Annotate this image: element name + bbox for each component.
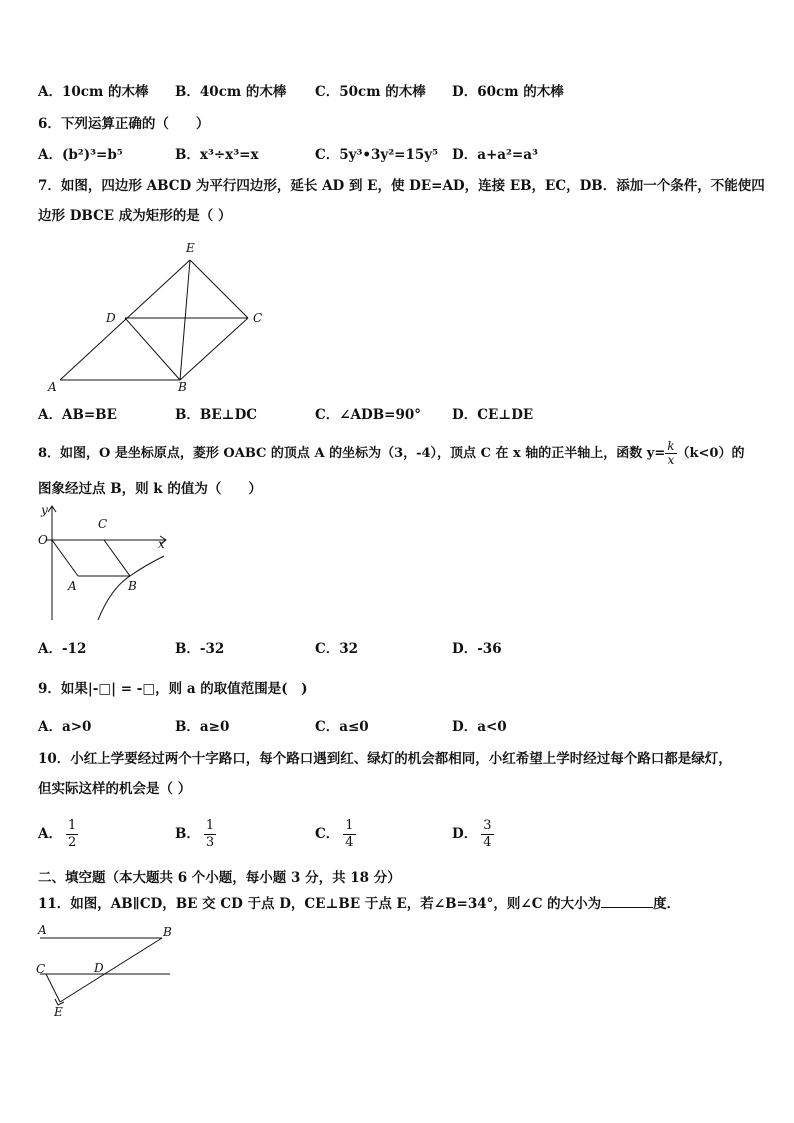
q7-label-c: C [253, 311, 263, 325]
q8-stem-line2: 图象经过点 B，则 k 的值为（ ） [38, 481, 262, 497]
q11-parallel-lines-figure [34, 922, 184, 1020]
q8-frac-den: x [667, 453, 675, 467]
q11-answer-blank [601, 895, 653, 908]
q6-option-b: B．x³÷x³=x [175, 147, 259, 163]
q7-label-b: B [178, 380, 187, 394]
q10-option-a-num: 1 [67, 818, 77, 833]
q8-option-d: D．-36 [452, 641, 502, 657]
q11-stem-pre: 11．如图，AB∥CD，BE 交 CD 于点 D，CE⊥BE 于点 E，若∠B=34°，则∠C 的大小为 [38, 896, 602, 912]
q7-option-b: B．BE⊥DC [175, 407, 258, 423]
q10-option-b-den: 3 [205, 835, 215, 850]
q7-label-a: A [48, 380, 57, 394]
q7-option-c: C．∠ADB=90° [315, 407, 421, 423]
q8-label-y: y [41, 503, 48, 517]
q8-label-o: O [38, 533, 48, 547]
q10-option-c-fraction [343, 818, 355, 851]
q8-frac-num: k [667, 439, 675, 453]
q10-option-b-letter: B． [175, 826, 200, 842]
q10-option-c [315, 818, 356, 851]
q10-option-d-num: 3 [483, 818, 492, 833]
q9-option-a: A．a>0 [38, 719, 92, 735]
q8-label-a: A [68, 579, 77, 593]
q7-label-e: E [186, 241, 195, 255]
q10-stem-line2: 但实际这样的机会是（ ） [38, 781, 192, 797]
q7-option-a: A．AB=BE [38, 407, 117, 423]
q8-option-c: C．32 [315, 641, 359, 657]
q7-option-d: D．CE⊥DE [452, 407, 534, 423]
q10-option-b-fraction [204, 818, 216, 851]
q9-option-b: B．a≥0 [175, 719, 230, 735]
q10-option-a [38, 818, 78, 851]
q10-option-a-den: 2 [67, 835, 77, 850]
q11-label-e: E [54, 1005, 63, 1019]
q11-label-c: C [36, 962, 46, 976]
q10-option-d-letter: D． [452, 826, 478, 842]
q8-stem-line1 [38, 440, 744, 467]
q8-label-b: B [128, 579, 137, 593]
q10-option-d-den: 4 [483, 835, 492, 850]
q11-label-a: A [38, 923, 47, 937]
q10-option-c-num: 1 [345, 818, 354, 833]
q10-option-a-letter: A． [38, 826, 62, 842]
q6-stem: 6．下列运算正确的（ ） [38, 116, 210, 132]
q8-fraction [665, 440, 676, 467]
q5-option-b: B．40cm 的木棒 [175, 84, 287, 100]
q7-stem-line2: 边形 DBCE 成为矩形的是（ ） [38, 208, 232, 224]
section-2-title: 二、填空题（本大题共 6 个小题，每小题 3 分，共 18 分） [38, 870, 401, 886]
q8-label-x: x [158, 537, 165, 551]
q10-option-a-fraction [66, 818, 78, 851]
q10-stem-line1: 10．小红上学要经过两个十字路口，每个路口遇到红、绿灯的机会都相同，小红希望上学时经过每个路口都是绿灯， [38, 751, 732, 767]
q10-option-d-fraction [481, 818, 493, 851]
q8-option-b: B．-32 [175, 641, 225, 657]
q7-label-d: D [106, 311, 116, 325]
q5-option-d: D．60cm 的木棒 [452, 84, 564, 100]
q8-rhombus-figure [36, 502, 176, 626]
q8-option-a: A．-12 [38, 641, 87, 657]
q10-option-c-letter: C． [315, 826, 340, 842]
q6-option-d: D．a+a²=a³ [452, 147, 538, 163]
q7-parallelogram-figure [40, 238, 280, 398]
q7-stem-line1: 7．如图，四边形 ABCD 为平行四边形，延长 AD 到 E，使 DE=AD，连接 EB，EC，DB．添加一个条件，不能使四 [38, 178, 765, 194]
q10-option-b-num: 1 [205, 818, 215, 833]
q5-option-a: A．10cm 的木棒 [38, 84, 149, 100]
q10-option-b [175, 818, 216, 851]
q11-stem [38, 895, 680, 913]
q11-label-b: B [163, 925, 172, 939]
q11-label-d: D [94, 961, 104, 975]
q10-option-d [452, 818, 494, 851]
q8-stem-post: （k<0）的 [676, 446, 745, 461]
q11-stem-post: 度． [653, 896, 681, 912]
q5-option-c: C．50cm 的木棒 [315, 84, 426, 100]
q9-stem: 9．如果|-□| = -□，则 a 的取值范围是( ) [38, 681, 308, 697]
q9-option-c: C．a≤0 [315, 719, 369, 735]
q8-label-c: C [98, 517, 108, 531]
q6-option-c: C．5y³•3y²=15y⁵ [315, 147, 439, 163]
q6-option-a: A．(b²)³=b⁵ [38, 147, 123, 163]
q10-option-c-den: 4 [345, 835, 354, 850]
q8-stem-pre: 8．如图，O 是坐标原点，菱形 OABC 的顶点 A 的坐标为（3，-4），顶点 C 在 x 轴的正半轴上，函数 y= [38, 446, 666, 461]
q9-option-d: D．a<0 [452, 719, 507, 735]
